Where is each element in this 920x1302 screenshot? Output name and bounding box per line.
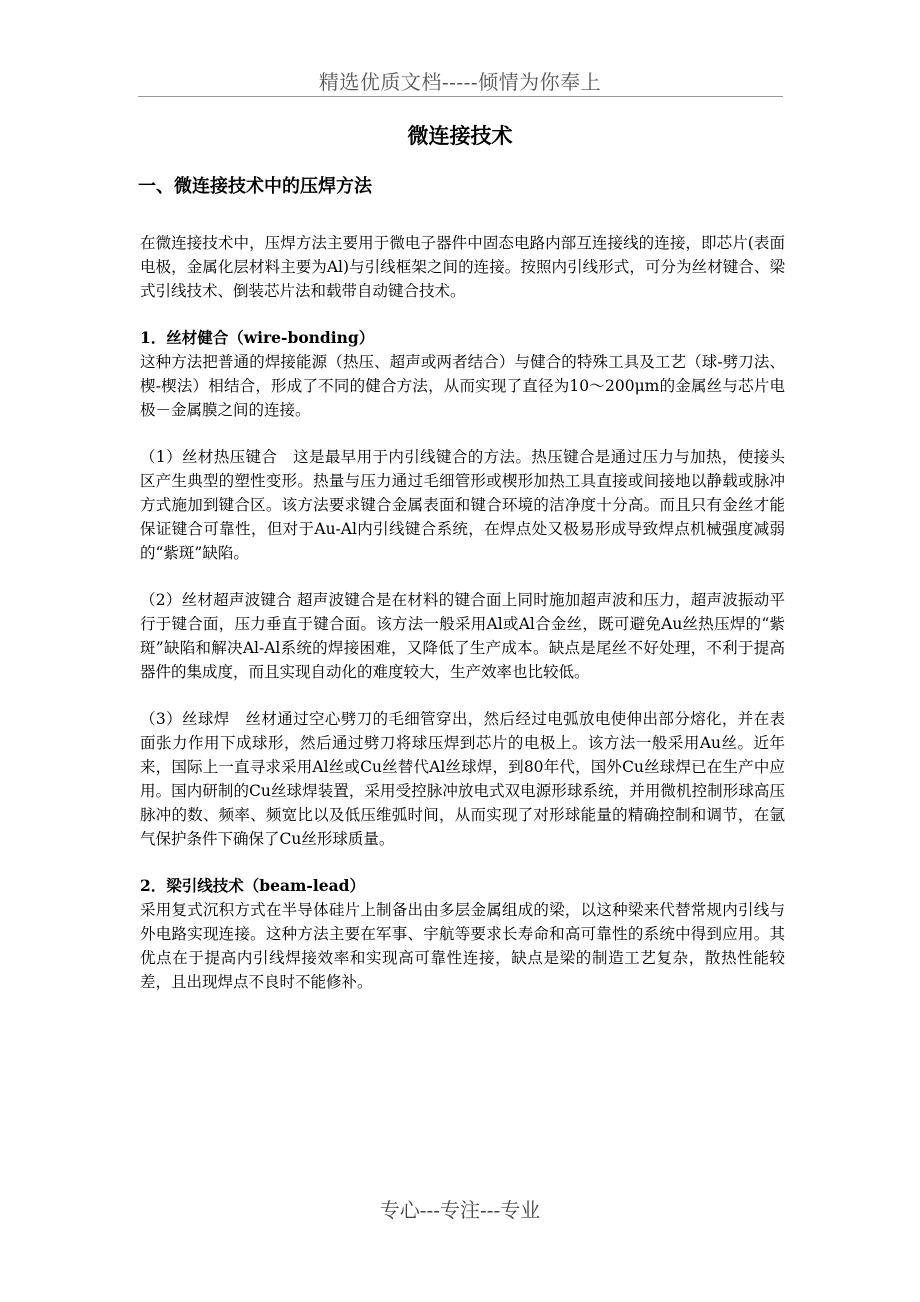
wire-bonding-paragraph: 这种方法把普通的焊接能源（热压、超声或两者结合）与健合的特殊工具及工艺（球-劈刀法、楔-楔法）相结合，形成了不同的健合方法，从而实现了直径为10～200μm的金属丝与芯片电极－金属膜之间的连接。 [140,353,785,419]
ultrasonic-paragraph: （2）丝材超声波键合 超声波键合是在材料的键合面上同时施加超声波和压力，超声波振动平行于键合面，压力垂直于键合面。该方法一般采用Al或Al合金丝，既可避免Au丝热压焊的“紫斑”缺陷和解决Al-Al系统的焊接困难，又降低了生产成本。缺点是尾丝不好处理，不利于提高器件的集成度，而且实现自动化的难度较大，生产效率也比较低。 [140,591,785,681]
wire-bonding-heading: 1．丝材健合（wire-bonding） [140,328,375,347]
document-title: 微连接技术 [407,123,513,148]
page-footer: 专心---专注---专业 [379,1198,541,1222]
page-header: 精选优质文档-----倾情为你奉上 [318,70,602,94]
beam-lead-paragraph: 采用复式沉积方式在半导体硅片上制备出由多层金属组成的梁，以这种梁来代替常规内引线与外电路实现连接。这种方法主要在军事、宇航等要求长寿命和高可靠性的系统中得到应用。其优点在于提高内引线焊接效率和实现高可靠性连接，缺点是梁的制造工艺复杂，散热性能较差，且出现焊点不良时不能修补。 [140,901,785,991]
intro-paragraph: 在微连接技术中，压焊方法主要用于微电子器件中固态电路内部互连接线的连接，即芯片(表面电极，金属化层材料主要为Al)与引线框架之间的连接。按照内引线形式，可分为丝材键合、梁式引线技术、倒装芯片法和载带自动键合技术。 [140,234,785,300]
ball-bonding-paragraph: （3）丝球焊 丝材通过空心劈刀的毛细管穿出，然后经过电弧放电使伸出部分熔化，并在表面张力作用下成球形，然后通过劈刀将球压焊到芯片的电极上。该方法一般采用Au丝。近年来，国际上一直寻求采用Al丝或Cu丝替代Al丝球焊，到80年代，国外Cu丝球焊已在生产中应用。国内研制的Cu丝球焊装置，采用受控脉冲放电式双电源形球系统，并用微机控制形球高压脉冲的数、频率、频宽比以及低压维弧时间，从而实现了对形球能量的精确控制和调节，在氩气保护条件下确保了Cu丝形球质量。 [140,710,785,848]
section-heading: 一、微连接技术中的压焊方法 [138,176,372,197]
document-body [140,231,785,1017]
beam-lead-heading: 2．梁引线技术（beam-lead） [140,876,365,895]
thermocompression-paragraph: （1）丝材热压键合 这是最早用于内引线键合的方法。热压键合是通过压力与加热，使接头区产生典型的塑性变形。热量与压力通过毛细管形或楔形加热工具直接或间接地以静载或脉冲方式施加到键合区。该方法要求键合金属表面和键合环境的洁净度十分高。而且只有金丝才能保证键合可靠性，但对于Au-Al内引线键合系统，在焊点处又极易形成导致焊点机械强度减弱的“紫斑”缺陷。 [140,448,785,562]
header-divider [138,96,783,97]
